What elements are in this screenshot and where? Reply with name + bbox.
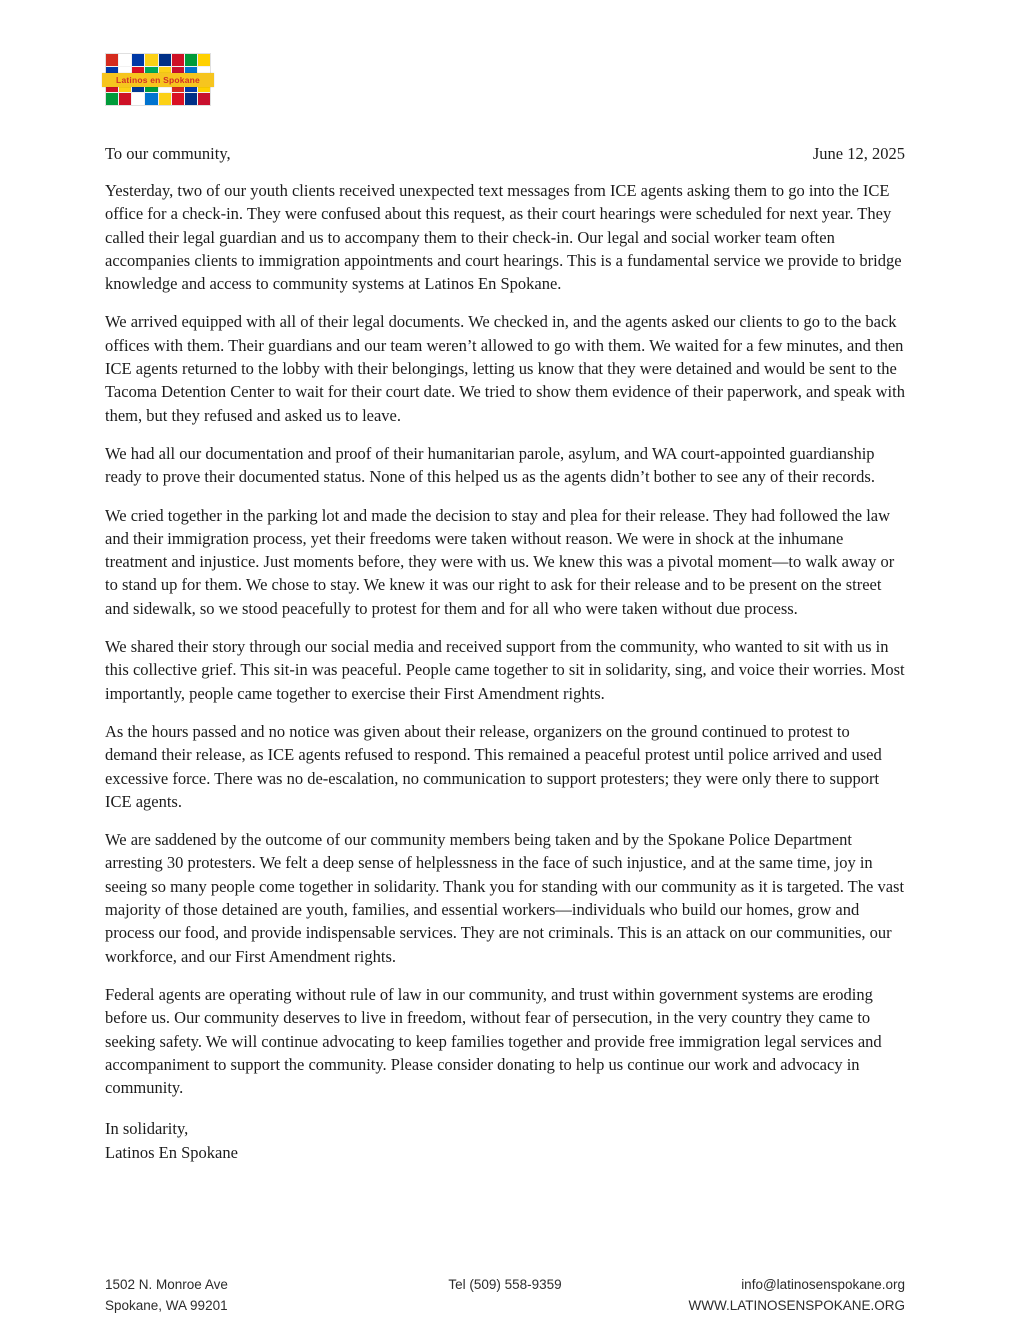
footer-website: WWW.LATINOSENSPOKANE.ORG: [688, 1298, 906, 1313]
footer-phone-number: Tel (509) 558-9359: [448, 1277, 562, 1292]
salutation: To our community,: [105, 144, 231, 163]
latinos-en-spokane-logo: [105, 53, 211, 106]
letter-paragraph: As the hours passed and no notice was given about their release, organizers on the ground continued to protest to demand their release, as ICE agents refused to respond. This remained a peaceful protest until police arrived and used excessive force. There was no de-escalation, no communication to support protesters; they were only there to support ICE agents.: [105, 721, 882, 811]
letter-closing: [105, 1117, 905, 1164]
signature-name: Latinos En Spokane: [105, 1142, 238, 1162]
footer-email: info@latinosenspokane.org: [741, 1277, 906, 1292]
letter-body: [105, 142, 905, 1164]
letter-paragraph: Yesterday, two of our youth clients received unexpected text messages from ICE agents asking them to go into the ICE office for a check-in. They were confused about this request, as their court hearings were scheduled for next year. They called their legal guardian and us to accompany them to their check-in. Our legal and social worker team often accompanies clients to immigration appointments and court hearings. This is a fundamental service we provide to bridge knowledge and access to community systems at Latinos En Spokane.: [105, 181, 902, 294]
footer-contact: [638, 1274, 905, 1316]
salutation-row: [105, 142, 905, 165]
letter-footer: [105, 1274, 905, 1316]
footer-address-line2: Spokane, WA 99201: [105, 1298, 228, 1313]
footer-phone: [372, 1274, 639, 1316]
letter-paragraph: Federal agents are operating without rule of law in our community, and trust within government systems are eroding before us. Our community deserves to live in freedom, without fear of persecution, in the very country they came to seeking safety. We will continue advocating to keep families together and provide free immigration legal services and accompaniment to support the community. Please consider donating to help us continue our work and advocacy in community.: [105, 984, 882, 1098]
footer-address: [105, 1274, 372, 1316]
letter-paragraph: We cried together in the parking lot and made the decision to stay and plea for their release. They had followed the law and their immigration process, yet their freedoms were taken without reason. We were in shock at the inhumane treatment and injustice. Just moments before, they were with us. We knew this was a pivotal moment—to walk away or to stand up for them. We chose to stay. We knew it was our right to ask for their release and to be present on the street and sidewalk, so we stood peacefully to protest for them and for all who were taken without due process.: [105, 505, 895, 618]
closing-line: In solidarity,: [105, 1119, 189, 1139]
letter-paragraph: We arrived equipped with all of their legal documents. We checked in, and the agents asked our clients to go to the back offices with them. Their guardians and our team weren’t allowed to go with them. We waited for a few minutes, and then ICE agents returned to the lobby with their belongings, letting us know that they were detained and would be sent to the Tacoma Detention Center to wait for their court date. We tried to show them evidence of their paperwork, and speak with them, but they refused and asked us to leave.: [105, 312, 905, 425]
logo-banner-text: Latinos en Spokane: [116, 75, 200, 85]
letter-paragraph: We had all our documentation and proof of their humanitarian parole, asylum, and WA court-appointed guardianship ready to prove their documented status. None of this helped us as the agents didn’t bother to see any of their records.: [105, 443, 875, 487]
letter-paragraph: We shared their story through our social media and received support from the community, who wanted to sit with us in this collective grief. This sit-in was peaceful. People came together to sit in solidarity, sing, and voice their worries. Most importantly, people came together to exercise their First Amendment rights.: [105, 637, 905, 703]
letter-paragraph: We are saddened by the outcome of our community members being taken and by the Spokane Police Department arresting 30 protesters. We felt a deep sense of helplessness in the face of such injustice, and at the same time, joy in seeing so many people come together in solidarity. Thank you for standing with our community as it is targeted. The vast majority of those detained are youth, families, and essential workers—individuals who build our homes, grow and process our food, and provide indispensable services. They are not criminals. This is an attack on our communities, our workforce, and our First Amendment rights.: [105, 830, 905, 966]
footer-address-line1: 1502 N. Monroe Ave: [105, 1277, 228, 1292]
logo-banner: [102, 73, 214, 87]
letter-date: June 12, 2025: [812, 144, 905, 163]
